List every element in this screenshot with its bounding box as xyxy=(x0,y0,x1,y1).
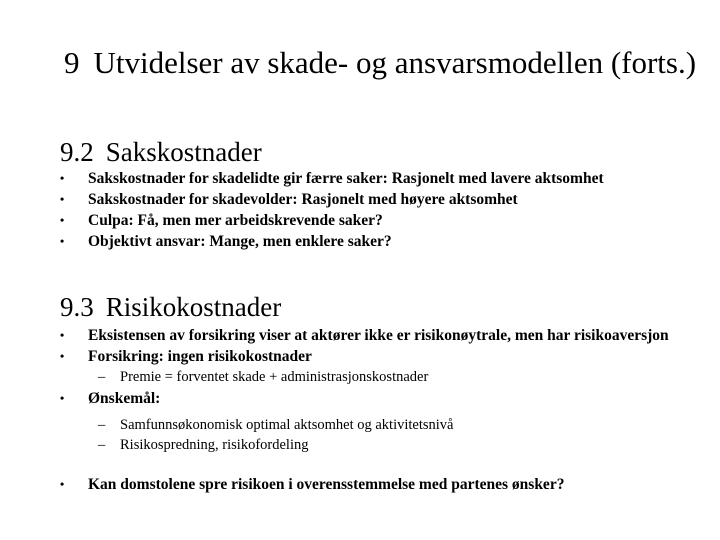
section-title: Sakskostnader xyxy=(105,137,262,167)
bullet-text: Forsikring: ingen risikokostnader xyxy=(88,348,312,365)
bullet-text: Sakskostnader for skadevolder: Rasjonelt med høyere aktsomhet xyxy=(88,191,518,208)
section-heading-sakskostnader xyxy=(60,136,262,168)
section-number: 9.3 xyxy=(60,292,94,322)
bullet-text: Ønskemål: xyxy=(88,390,161,407)
list-item xyxy=(60,170,680,187)
list-item xyxy=(60,212,680,229)
sub-list-item xyxy=(60,437,680,454)
dash-icon: – xyxy=(98,437,106,453)
section-title: Risikokostnader xyxy=(105,292,282,322)
sub-item-text: Risikospredning, risikofordeling xyxy=(120,437,309,453)
slide-title-text: Utvidelser av skade- og ansvarsmodellen (forts.) xyxy=(93,45,697,80)
list-item xyxy=(60,476,680,493)
list-item xyxy=(60,390,680,407)
bullet-icon: • xyxy=(60,192,65,206)
dash-icon: – xyxy=(98,417,106,433)
sakskostnader-bullet-list xyxy=(60,170,680,250)
list-item xyxy=(60,233,680,250)
bullet-icon: • xyxy=(60,234,65,248)
bullet-icon: • xyxy=(60,391,65,405)
bullet-text: Kan domstolene spre risikoen i overensstemmelse med partenes ønsker? xyxy=(88,476,565,493)
section-heading-risikokostnader xyxy=(60,291,281,323)
bullet-text: Objektivt ansvar: Mange, men enklere saker? xyxy=(88,233,392,250)
list-item xyxy=(60,191,680,208)
risikokostnader-bullet-list xyxy=(60,327,680,493)
sub-item-text: Premie = forventet skade + administrasjonskostnader xyxy=(120,369,429,385)
sub-item-text: Samfunnsøkonomisk optimal aktsomhet og aktivitetsnivå xyxy=(120,417,454,433)
bullet-icon: • xyxy=(60,171,65,185)
bullet-icon: • xyxy=(60,328,65,342)
bullet-text: Culpa: Få, men mer arbeidskrevende saker? xyxy=(88,212,383,229)
list-item xyxy=(60,348,680,365)
list-item xyxy=(60,327,680,344)
dash-icon: – xyxy=(98,369,106,385)
sub-list-item xyxy=(60,369,680,386)
bullet-icon: • xyxy=(60,477,65,491)
bullet-icon: • xyxy=(60,213,65,227)
slide-title xyxy=(60,44,700,82)
sub-list-item xyxy=(60,417,680,434)
bullet-text: Eksistensen av forsikring viser at aktører ikke er risikonøytrale, men har risikoaversjon xyxy=(88,327,669,344)
section-number: 9.2 xyxy=(60,137,94,167)
bullet-text: Sakskostnader for skadelidte gir færre saker: Rasjonelt med lavere aktsomhet xyxy=(88,170,604,187)
bullet-icon: • xyxy=(60,349,65,363)
slide-title-number: 9 xyxy=(63,45,80,80)
